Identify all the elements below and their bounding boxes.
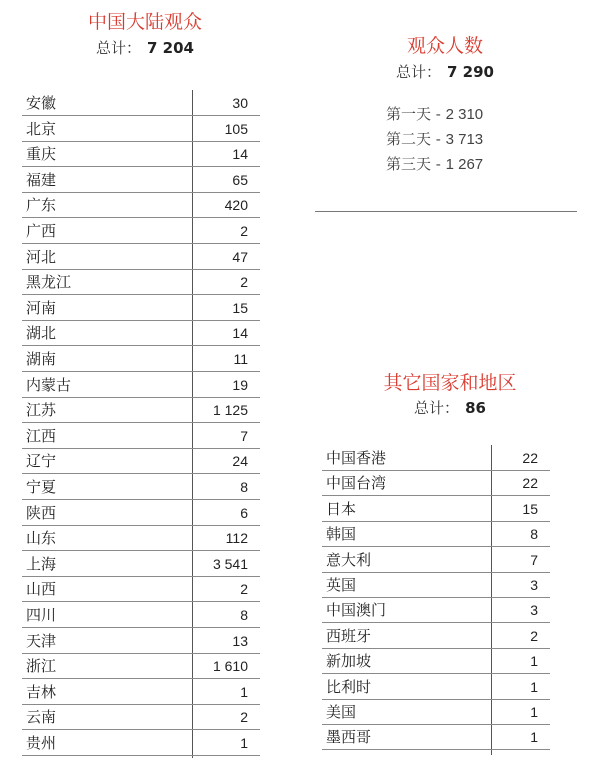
other-total-label: 总计： <box>414 399 460 417</box>
row-name: 新加坡 <box>326 652 372 671</box>
row-name: 韩国 <box>326 525 357 544</box>
row-name: 安徽 <box>26 94 57 112</box>
table-row <box>22 475 262 500</box>
table-row <box>22 296 262 321</box>
table-row <box>22 680 262 705</box>
table-row <box>322 446 552 471</box>
row-name: 内蒙古 <box>26 375 72 394</box>
row-value: 2 <box>240 274 248 291</box>
table-row <box>22 193 262 218</box>
row-value: 3 <box>530 577 538 593</box>
row-name: 日本 <box>326 499 357 518</box>
row-name: 福建 <box>26 170 57 189</box>
table-row <box>322 598 552 623</box>
row-name: 墨西哥 <box>326 728 372 747</box>
table-row <box>22 629 262 654</box>
other-total <box>320 398 580 418</box>
day-label: 第三天 - <box>386 155 446 173</box>
table-row <box>22 373 262 398</box>
row-name: 辽宁 <box>26 452 57 471</box>
table-row <box>322 548 552 573</box>
row-name: 意大利 <box>326 550 372 569</box>
row-value: 19 <box>232 376 248 393</box>
row-name: 广东 <box>26 196 57 215</box>
row-name: 天津 <box>26 631 57 650</box>
mainland-title: 中国大陆观众 <box>87 11 202 33</box>
row-value: 2 <box>240 709 248 726</box>
row-name: 河南 <box>26 298 57 317</box>
row-value: 6 <box>240 504 248 521</box>
row-value: 1 <box>530 678 538 695</box>
table-row <box>22 501 262 526</box>
row-name: 浙江 <box>26 657 57 676</box>
table-row <box>22 424 262 449</box>
row-value: 14 <box>232 325 248 342</box>
table-row <box>22 398 262 423</box>
mainland-total <box>20 38 270 58</box>
row-name: 北京 <box>26 119 57 138</box>
table-row <box>22 117 262 142</box>
row-value: 3 <box>530 602 538 619</box>
row-name: 宁夏 <box>26 478 57 496</box>
row-name: 黑龙江 <box>26 273 72 292</box>
mainland-total-label: 总计： <box>96 39 142 57</box>
table-row <box>322 471 552 496</box>
row-name: 广西 <box>26 222 57 240</box>
row-value: 7 <box>240 427 248 444</box>
row-name: 江苏 <box>26 401 57 420</box>
row-name: 中国香港 <box>326 449 387 467</box>
table-row <box>322 573 552 598</box>
table-row <box>322 675 552 700</box>
table-row <box>22 321 262 346</box>
row-value: 8 <box>240 479 248 495</box>
row-name: 中国澳门 <box>326 601 387 620</box>
table-row <box>22 552 262 577</box>
row-value: 2 <box>240 581 248 598</box>
row-value: 15 <box>232 299 248 316</box>
table-row <box>22 142 262 167</box>
row-name: 美国 <box>326 703 357 721</box>
row-name: 河北 <box>26 247 57 266</box>
row-name: 陕西 <box>26 503 57 522</box>
row-name: 重庆 <box>26 145 57 164</box>
row-name: 西班牙 <box>326 626 372 645</box>
table-row <box>22 449 262 474</box>
audience-title: 观众人数 <box>406 35 483 57</box>
day-value: 1 267 <box>445 156 484 173</box>
row-name: 吉林 <box>26 682 57 701</box>
row-name: 江西 <box>26 426 57 445</box>
row-value: 7 <box>530 551 538 568</box>
row-name: 比利时 <box>326 677 372 696</box>
table-row <box>322 649 552 674</box>
table-row <box>22 577 262 602</box>
table-row <box>322 725 552 750</box>
table-row <box>22 603 262 628</box>
row-name: 云南 <box>26 708 57 727</box>
table-row <box>322 522 552 547</box>
row-value: 14 <box>232 146 248 163</box>
row-value: 420 <box>224 197 248 214</box>
row-value: 8 <box>530 526 538 543</box>
table-row <box>22 168 262 193</box>
row-value: 1 <box>530 653 538 670</box>
row-name: 四川 <box>26 606 57 624</box>
row-name: 山东 <box>26 529 57 548</box>
row-value: 1 <box>530 729 538 746</box>
row-value: 65 <box>232 171 248 188</box>
table-row <box>322 497 552 522</box>
row-name: 贵州 <box>26 734 57 752</box>
day-count <box>386 127 483 152</box>
audience-total <box>315 62 575 82</box>
row-value: 1 <box>530 704 538 720</box>
other-title: 其它国家和地区 <box>383 372 517 394</box>
other-total-value: 86 <box>465 399 486 417</box>
row-value: 15 <box>522 500 538 517</box>
row-name: 上海 <box>26 554 57 573</box>
day-count <box>386 152 483 177</box>
table-row <box>322 624 552 649</box>
row-value: 30 <box>232 95 248 111</box>
row-value: 2 <box>530 627 538 644</box>
row-name: 英国 <box>326 576 357 594</box>
table-row <box>22 347 262 372</box>
row-value: 105 <box>224 120 248 137</box>
audience-total-label: 总计： <box>396 63 442 81</box>
row-value: 22 <box>522 450 538 466</box>
row-value: 1 <box>240 735 248 751</box>
row-value: 22 <box>522 475 538 492</box>
row-value: 8 <box>240 607 248 623</box>
day-label: 第一天 - <box>386 105 446 123</box>
day-value: 3 713 <box>445 131 484 148</box>
table-row <box>22 731 262 756</box>
row-value: 2 <box>240 223 248 239</box>
table-row <box>22 270 262 295</box>
section-divider <box>315 211 577 212</box>
table-row <box>22 219 262 244</box>
table-row <box>22 526 262 551</box>
table-row <box>22 245 262 270</box>
row-value: 47 <box>232 248 248 265</box>
row-value: 1 <box>240 683 248 700</box>
table-row <box>22 654 262 679</box>
row-value: 1 610 <box>212 658 248 675</box>
day-value: 2 310 <box>445 106 484 123</box>
row-name: 湖南 <box>26 350 57 368</box>
row-rule <box>22 755 260 756</box>
day-label: 第二天 - <box>386 130 446 148</box>
mainland-total-value: 7 204 <box>147 39 194 57</box>
table-row <box>322 700 552 725</box>
row-value: 13 <box>232 632 248 649</box>
row-name: 湖北 <box>26 324 57 343</box>
row-name: 山西 <box>26 580 57 599</box>
table-row <box>22 91 262 116</box>
row-rule <box>322 749 550 750</box>
row-name: 中国台湾 <box>326 474 387 493</box>
row-value: 3 541 <box>212 555 248 572</box>
row-value: 112 <box>225 530 248 547</box>
row-value: 24 <box>232 453 248 470</box>
day-count <box>386 102 483 127</box>
audience-total-value: 7 290 <box>447 63 494 81</box>
row-value: 1 125 <box>212 402 248 419</box>
table-row <box>22 705 262 730</box>
row-value: 11 <box>233 351 248 367</box>
